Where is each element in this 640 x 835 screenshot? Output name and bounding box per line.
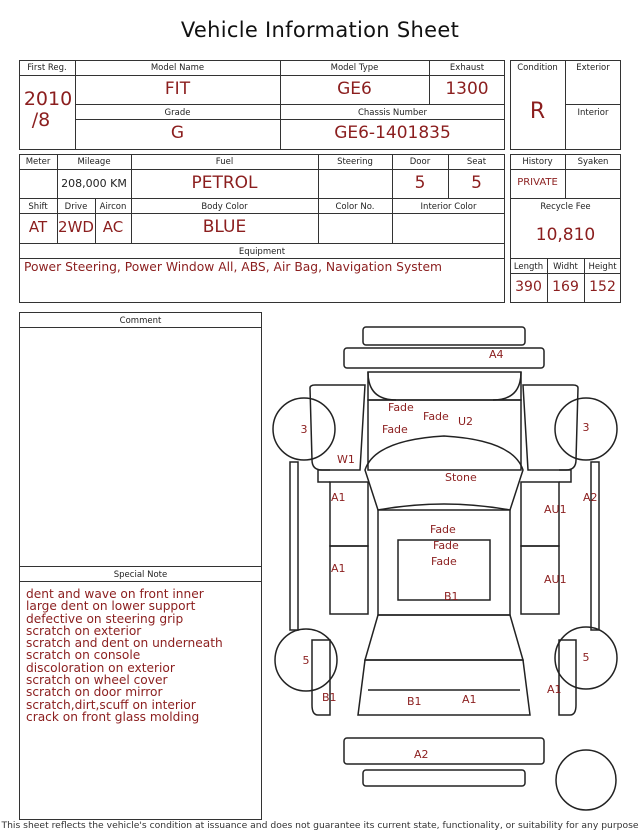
mark-b1-center: B1 <box>444 590 459 603</box>
aircon-value: AC <box>102 218 124 236</box>
door-label: Door <box>409 157 431 167</box>
rear-bumper-part <box>344 738 544 764</box>
page-title: Vehicle Information Sheet <box>180 18 460 42</box>
hood-front-part <box>368 372 521 400</box>
seat-label: Seat <box>466 157 487 167</box>
aircon-label: Aircon <box>99 202 127 212</box>
special-note-item: defective on steering grip <box>26 611 184 626</box>
syaken-label: Syaken <box>577 157 609 167</box>
mark-a1-right-bottom: A1 <box>547 683 562 696</box>
width-label: Widht <box>553 262 578 272</box>
condition-value: R <box>529 99 546 124</box>
model-name-value: FIT <box>164 79 191 99</box>
special-note-item: scratch on wheel cover <box>26 673 168 688</box>
fuel-value: PETROL <box>191 173 258 193</box>
interior-color-label: Interior Color <box>420 202 477 212</box>
trunk-part <box>358 660 530 715</box>
mark-w1: W1 <box>337 453 355 466</box>
left-rocker <box>290 462 298 630</box>
spare-tire <box>556 750 616 810</box>
drive-value: 2WD <box>58 218 94 236</box>
mark-b1-bottom: B1 <box>407 695 422 708</box>
front-bumper-part <box>363 327 525 345</box>
model-type-label: Model Type <box>330 63 379 73</box>
mark-fade-1: Fade <box>388 401 414 414</box>
right-rocker <box>591 462 599 630</box>
meter-label: Meter <box>25 157 51 167</box>
comment-label: Comment <box>119 316 162 326</box>
mileage-label: Mileage <box>77 157 111 167</box>
mark-a4: A4 <box>489 348 504 361</box>
rear-window-part <box>365 615 523 660</box>
body-color-label: Body Color <box>201 202 248 212</box>
shift-label: Shift <box>28 202 48 212</box>
special-note-item: dent and wave on front inner <box>26 587 204 601</box>
special-note-item: scratch and dent on underneath <box>26 636 223 651</box>
left-rear-door <box>330 546 368 614</box>
color-no-label: Color No. <box>335 202 375 212</box>
length-label: Length <box>513 262 544 272</box>
mark-fade-5: Fade <box>433 539 459 552</box>
grade-value: G <box>170 123 185 143</box>
drive-label: Drive <box>64 202 88 212</box>
special-note-label: Special Note <box>113 570 168 580</box>
exterior-label: Exterior <box>576 63 610 73</box>
height-label: Height <box>588 262 617 272</box>
door-value: 5 <box>414 173 426 193</box>
special-notes-list <box>26 588 223 723</box>
windshield-part <box>365 436 523 510</box>
mark-a1-left-2: A1 <box>331 562 346 575</box>
mark-a1-left-1: A1 <box>331 491 346 504</box>
steering-label: Steering <box>337 157 373 167</box>
mark-stone: Stone <box>445 471 477 484</box>
front-lower-part <box>344 348 544 368</box>
special-note-item: scratch on exterior <box>26 623 142 638</box>
chassis-label: Chassis Number <box>357 108 428 118</box>
shift-value: AT <box>28 218 48 236</box>
special-note-item: large dent on lower support <box>26 599 196 614</box>
mark-fade-6: Fade <box>431 555 457 568</box>
body-color-value: BLUE <box>202 217 247 237</box>
tire-rl-value: 5 <box>302 654 310 667</box>
mark-u2: U2 <box>458 415 474 428</box>
tire-fr-value: 3 <box>582 421 590 434</box>
mark-au1-right-1: AU1 <box>544 503 567 516</box>
disclaimer-footer: This sheet reflects the vehicle's condition at issuance and does not guarantee its current state, functionality, or suitability for any purpose <box>1 820 639 831</box>
exhaust-value: 1300 <box>445 79 489 99</box>
mark-a2-right: A2 <box>583 491 598 504</box>
mark-fade-4: Fade <box>430 523 456 536</box>
history-label: History <box>522 157 553 167</box>
recycle-fee-value: 10,810 <box>535 225 596 245</box>
mark-fade-2: Fade <box>423 410 449 423</box>
car-damage-diagram <box>270 320 630 820</box>
first-reg-year: 2010 <box>23 88 73 110</box>
special-note-item: scratch on door mirror <box>26 685 163 700</box>
interior-label: Interior <box>577 108 609 118</box>
condition-label: Condition <box>517 63 558 73</box>
special-note-item: scratch on console <box>26 648 141 663</box>
exhaust-label: Exhaust <box>449 63 485 73</box>
model-type-value: GE6 <box>337 79 372 99</box>
mark-fade-3: Fade <box>382 423 408 436</box>
special-note-item: discoloration on exterior <box>26 660 175 675</box>
special-note-item: scratch,dirt,scuff on interior <box>26 697 196 712</box>
mark-au1-right-2: AU1 <box>544 573 567 586</box>
seat-value: 5 <box>471 173 482 193</box>
height-value: 152 <box>589 279 616 295</box>
first-reg-label: First Reg. <box>27 63 67 73</box>
tire-rr-value: 5 <box>582 651 590 664</box>
model-name-label: Model Name <box>150 63 205 73</box>
first-reg-month: /8 <box>31 109 51 131</box>
chassis-value: GE6-1401835 <box>334 123 451 143</box>
history-value: PRIVATE <box>517 177 558 188</box>
equipment-label: Equipment <box>238 247 286 257</box>
equipment-value: Power Steering, Power Window All, ABS, Air Bag, Navigation System <box>24 260 443 274</box>
mark-a2-bottom: A2 <box>414 748 429 761</box>
length-value: 390 <box>515 279 542 295</box>
rear-lower-part <box>363 770 525 786</box>
width-value: 169 <box>552 279 579 295</box>
special-note-item: crack on front glass molding <box>26 709 200 724</box>
mileage-value: 208,000 KM <box>61 177 127 190</box>
front-right-fender <box>523 385 578 470</box>
recycle-fee-label: Recycle Fee <box>540 202 591 212</box>
tire-fl-value: 3 <box>300 423 308 436</box>
grade-label: Grade <box>164 108 191 118</box>
mark-a1-bottom: A1 <box>462 693 477 706</box>
mark-b1-left: B1 <box>322 691 337 704</box>
fuel-label: Fuel <box>215 157 234 167</box>
